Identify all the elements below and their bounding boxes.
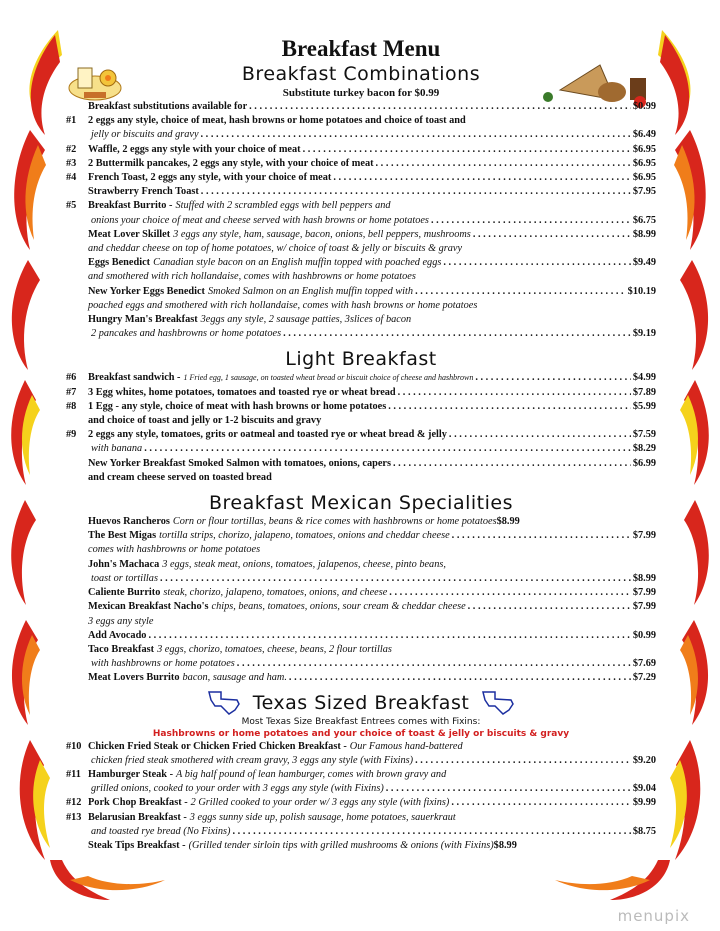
menu-item — [66, 313, 656, 327]
dot-leader — [389, 586, 631, 600]
item-name: 2 eggs any style, tomatoes, grits or oatmeal and toasted rye or wheat bread & jelly — [88, 429, 447, 441]
item-name: Pork Chop Breakfast - — [88, 797, 188, 809]
item-description: A big half pound of lean hamburger, comes with brown gravy and — [176, 768, 447, 780]
item-description: Smoked Salmon on an English muffin topped with — [207, 285, 414, 297]
menu-item — [66, 529, 656, 543]
item-number: #6 — [66, 372, 77, 384]
item-body — [88, 256, 656, 270]
mexican-list — [66, 515, 656, 685]
item-description-continued: and smothered with rich hollandaise, comes with hashbrowns or home potatoes — [88, 271, 416, 283]
item-name: Caliente Burrito — [88, 587, 161, 599]
dot-leader — [289, 671, 631, 685]
item-number: #3 — [66, 157, 77, 169]
item-number: #4 — [66, 172, 77, 184]
item-description: 3 eggs, steak meat, onions, tomatoes, jalapenos, cheese, pinto beans, — [162, 558, 446, 570]
item-price: $8.29 — [632, 443, 656, 455]
item-body — [88, 386, 656, 400]
item-name: Belarusian Breakfast - — [88, 811, 187, 823]
dot-leader — [232, 825, 630, 839]
item-description-continued: and cheddar cheese on top of home potatoes, w/ choice of toast & jelly or biscuits & gravy — [88, 243, 463, 255]
menu-item-continued — [66, 327, 656, 341]
item-name: Mexican Breakfast Nacho's — [88, 601, 209, 613]
item-description: onions your choice of meat and cheese served with hash browns or home potatoes — [91, 214, 429, 226]
menu-item — [66, 643, 656, 657]
item-name: Breakfast substitutions available for — [88, 101, 248, 112]
menu-item-continued — [66, 825, 656, 839]
item-name: Steak Tips Breakfast - — [88, 839, 186, 851]
menu-item — [66, 796, 656, 810]
item-description: toast or tortillas — [91, 572, 158, 584]
item-name: 1 Egg - any style, choice of meat with hash browns or home potatoes — [88, 400, 387, 412]
item-number: #13 — [66, 811, 82, 823]
item-description: 2 pancakes and hashbrowns or home potatoes — [91, 328, 282, 340]
flame-right-top — [658, 30, 709, 485]
item-name: Taco Breakfast — [88, 643, 155, 655]
item-body — [88, 768, 656, 782]
item-description: 3 eggs any style, ham, sausage, bacon, onions, bell peppers, mushrooms — [173, 228, 471, 240]
menu-item — [66, 740, 656, 754]
item-body — [88, 796, 656, 810]
item-body — [88, 515, 656, 529]
fixins-note: Most Texas Size Breakfast Entrees comes with Fixins: — [241, 716, 481, 727]
flame-left-top — [11, 30, 62, 485]
item-body — [88, 657, 656, 671]
item-price: $7.29 — [632, 672, 656, 684]
item-name: Chicken Fried Steak or Chicken Fried Chicken Breakfast - — [88, 740, 347, 752]
item-description-continued: 3 eggs any style — [88, 615, 154, 627]
item-body — [88, 457, 656, 471]
item-price: $4.99 — [632, 372, 656, 384]
item-description: bacon, sausage and ham. — [182, 672, 287, 684]
item-number: #10 — [66, 740, 82, 752]
item-price: $6.75 — [632, 214, 656, 226]
item-name: Breakfast sandwich - — [88, 372, 181, 384]
dot-leader — [386, 782, 631, 796]
combinations-list — [66, 100, 656, 341]
item-name: 3 Egg whites, home potatoes, tomatoes and toasted rye or wheat bread — [88, 386, 396, 398]
item-price: $9.19 — [632, 328, 656, 340]
item-price: $8.75 — [632, 825, 656, 837]
item-name: Hungry Man's Breakfast — [88, 314, 198, 326]
item-name: French Toast, 2 eggs any style, with your choice of meat — [88, 172, 332, 184]
item-name: 2 eggs any style, choice of meat, hash browns or home potatoes and choice of toast and — [88, 115, 466, 127]
item-price: $9.99 — [632, 797, 656, 809]
menu-item — [66, 114, 656, 128]
item-name: New Yorker Breakfast Smoked Salmon with tomatoes, onions, capers — [88, 457, 391, 469]
dot-leader — [431, 214, 631, 228]
item-body — [88, 782, 656, 796]
dot-leader — [398, 386, 631, 400]
item-price: $9.04 — [632, 783, 656, 795]
item-price: $7.69 — [632, 658, 656, 670]
item-body — [88, 600, 656, 614]
menu-item — [66, 185, 656, 199]
page-title: Breakfast Menu — [281, 36, 441, 61]
item-name: New Yorker Eggs Benedict — [88, 285, 205, 297]
item-name: Meat Lovers Burrito — [88, 672, 180, 684]
watermark: menupix — [617, 907, 690, 925]
item-name: Add Avocado — [88, 629, 147, 641]
light-list — [66, 371, 656, 485]
item-body — [88, 143, 656, 157]
item-name: Hamburger Steak - — [88, 768, 174, 780]
menu-item-continued — [66, 782, 656, 796]
item-body — [88, 114, 656, 128]
texas-list — [66, 740, 656, 854]
menu-item — [66, 400, 656, 414]
item-body — [88, 428, 656, 442]
item-description-continued: and choice of toast and jelly or 1-2 biscuits and gravy — [88, 415, 322, 427]
item-price: $7.89 — [632, 386, 656, 398]
menu-item-continued — [66, 657, 656, 671]
item-number: #8 — [66, 400, 77, 412]
texas-state-icon — [207, 690, 241, 716]
combinations-subtitle: Substitute turkey bacon for $0.99 — [282, 87, 440, 99]
item-price: $8.99 — [632, 572, 656, 584]
item-name: Strawberry French Toast — [88, 186, 199, 198]
item-body — [88, 171, 656, 185]
item-body — [88, 740, 656, 754]
menu-content — [66, 36, 656, 853]
menu-item — [66, 457, 656, 471]
item-price: $7.59 — [632, 429, 656, 441]
menu-item — [66, 428, 656, 442]
dot-leader — [475, 371, 631, 385]
item-name: John's Machaca — [88, 558, 160, 570]
item-body — [88, 572, 656, 586]
item-price: $9.49 — [632, 257, 656, 269]
item-body — [88, 327, 656, 341]
dot-leader — [144, 442, 631, 456]
item-description: steak, chorizo, jalapeno, tomatoes, onions, and cheese — [163, 587, 388, 599]
item-body — [88, 811, 656, 825]
item-price: $5.99 — [632, 400, 656, 412]
menu-item — [66, 671, 656, 685]
menu-item — [66, 811, 656, 825]
menu-item-continued — [66, 572, 656, 586]
menu-item — [66, 256, 656, 270]
item-description: and toasted rye bread (No Fixins) — [91, 825, 231, 837]
item-body — [88, 285, 656, 299]
item-price: $0.99 — [632, 101, 656, 112]
item-price: $6.95 — [632, 143, 656, 155]
item-description: 3 eggs sunny side up, polish sausage, home potatoes, sauerkraut — [189, 811, 456, 823]
menu-item — [66, 629, 656, 643]
item-body — [88, 643, 656, 657]
item-description: 2 Grilled cooked to your order w/ 3 eggs any style (with fixins) — [190, 797, 450, 809]
item-body — [88, 185, 656, 199]
dot-leader — [415, 285, 626, 299]
item-description: Canadian style bacon on an English muffin topped with poached eggs — [153, 257, 442, 269]
item-description: 1 Fried egg, 1 sausage, on toasted wheat bread or biscuit choice of cheese and hashbrown — [183, 373, 474, 383]
item-description: 3 eggs, chorizo, tomatoes, cheese, beans, 2 flour tortillas — [157, 643, 392, 655]
dot-leader — [303, 143, 631, 157]
item-body — [88, 839, 656, 853]
item-description: Our Famous hand-battered — [349, 740, 463, 752]
item-description: chicken fried steak smothered with cream gravy, 3 eggs any style (with Fixins) — [91, 754, 414, 766]
item-price: $7.99 — [632, 530, 656, 542]
item-name: Huevos Rancheros — [88, 516, 170, 528]
menu-item — [66, 199, 656, 213]
item-price: $7.95 — [632, 186, 656, 198]
item-description: with hashbrowns or home potatoes — [91, 658, 235, 670]
item-body — [88, 754, 656, 768]
dot-leader — [388, 400, 631, 414]
item-price: $9.20 — [632, 754, 656, 766]
item-body — [88, 629, 656, 643]
item-price: $7.99 — [632, 601, 656, 613]
item-number: #2 — [66, 143, 77, 155]
dot-leader — [249, 100, 631, 114]
dot-leader — [160, 572, 631, 586]
item-price: $8.99 — [493, 839, 517, 851]
item-name: Eggs Benedict — [88, 257, 151, 269]
menu-item-continued — [66, 128, 656, 142]
item-body — [88, 228, 656, 242]
item-description-continued: poached eggs and smothered with rich hollandaise, comes with hash browns or home potatoes — [88, 299, 478, 311]
item-description: 3eggs any style, 2 sausage patties, 3slices of bacon — [200, 314, 412, 326]
item-body — [88, 442, 656, 456]
menu-item — [66, 157, 656, 171]
menu-item — [66, 228, 656, 242]
item-body — [88, 586, 656, 600]
item-number: #11 — [66, 768, 81, 780]
menu-item — [66, 285, 656, 299]
texas-title: Texas Sized Breakfast — [252, 691, 470, 714]
item-body — [88, 313, 656, 327]
mexican-title: Breakfast Mexican Specialities — [209, 492, 513, 515]
item-number: #1 — [66, 115, 77, 127]
item-price: $6.99 — [632, 457, 656, 469]
menu-item — [66, 558, 656, 572]
item-description-continued: comes with hashbrowns or home potatoes — [88, 544, 261, 556]
item-body — [88, 825, 656, 839]
dot-leader — [415, 754, 631, 768]
menu-item — [66, 386, 656, 400]
menu-item — [66, 371, 656, 385]
dot-leader — [443, 256, 630, 270]
item-description: jelly or biscuits and gravy — [91, 129, 199, 141]
item-body — [88, 558, 656, 572]
item-number: #12 — [66, 797, 82, 809]
menu-item — [66, 100, 656, 114]
item-description: with banana — [91, 443, 143, 455]
dot-leader — [201, 185, 631, 199]
item-name: Breakfast Burrito - — [88, 200, 173, 212]
texas-header — [66, 690, 656, 716]
item-body — [88, 157, 656, 171]
item-price: $8.99 — [496, 516, 520, 528]
dot-leader — [452, 529, 631, 543]
menu-item — [66, 171, 656, 185]
item-name: Meat Lover Skillet — [88, 228, 171, 240]
dot-leader — [148, 629, 630, 643]
dot-leader — [283, 327, 631, 341]
item-description-continued: and cream cheese served on toasted bread — [88, 471, 272, 483]
item-body — [88, 199, 656, 213]
dot-leader — [473, 228, 631, 242]
item-number: #7 — [66, 386, 77, 398]
item-description: grilled onions, cooked to your order with 3 eggs any style (with Fixins) — [91, 783, 384, 795]
menu-item — [66, 839, 656, 853]
item-name: 2 Buttermilk pancakes, 2 eggs any style, with your choice of meat — [88, 157, 374, 169]
item-body — [88, 400, 656, 414]
item-name: Waffle, 2 eggs any style with your choice of meat — [88, 143, 301, 155]
item-number: #9 — [66, 429, 77, 441]
menu-item — [66, 442, 656, 456]
combinations-title: Breakfast Combinations — [241, 63, 481, 85]
menu-item-continued — [66, 754, 656, 768]
menu-item — [66, 600, 656, 614]
dot-leader — [468, 600, 631, 614]
item-body — [88, 529, 656, 543]
dot-leader — [393, 457, 631, 471]
item-description: Corn or flour tortillas, beans & rice comes with hashbrowns or home potatoes — [172, 516, 497, 528]
texas-state-icon — [481, 690, 515, 716]
dot-leader — [449, 428, 631, 442]
menu-item — [66, 768, 656, 782]
item-body — [88, 128, 656, 142]
item-name: The Best Migas — [88, 530, 157, 542]
light-title: Light Breakfast — [285, 348, 437, 371]
item-description: tortilla strips, chorizo, jalapeno, tomatoes, onions and cheddar cheese — [159, 530, 450, 542]
item-body — [88, 100, 656, 114]
dot-leader — [237, 657, 631, 671]
dot-leader — [451, 796, 630, 810]
item-body — [88, 671, 656, 685]
menu-item — [66, 143, 656, 157]
item-price: $10.19 — [627, 285, 656, 297]
item-price: $6.95 — [632, 172, 656, 184]
item-description: chips, beans, tomatoes, onions, sour cream & cheddar cheese — [211, 601, 466, 613]
item-price: $6.95 — [632, 157, 656, 169]
item-price: $7.99 — [632, 587, 656, 599]
menu-item — [66, 586, 656, 600]
item-description: Stuffed with 2 scrambled eggs with bell peppers and — [175, 200, 391, 212]
item-price: $8.99 — [632, 228, 656, 240]
item-description: (Grilled tender sirloin tips with grilled mushrooms & onions (with Fixins) — [188, 839, 494, 851]
item-body — [88, 214, 656, 228]
menu-item-continued — [66, 214, 656, 228]
dot-leader — [333, 171, 631, 185]
item-price: $6.49 — [632, 129, 656, 141]
item-body — [88, 371, 656, 385]
menu-item — [66, 515, 656, 529]
dot-leader — [376, 157, 631, 171]
item-number: #5 — [66, 200, 77, 212]
fixins-list: Hashbrowns or home potatoes and your choice of toast & jelly or biscuits & gravy — [152, 728, 570, 739]
item-price: $0.99 — [632, 629, 656, 641]
dot-leader — [201, 128, 631, 142]
